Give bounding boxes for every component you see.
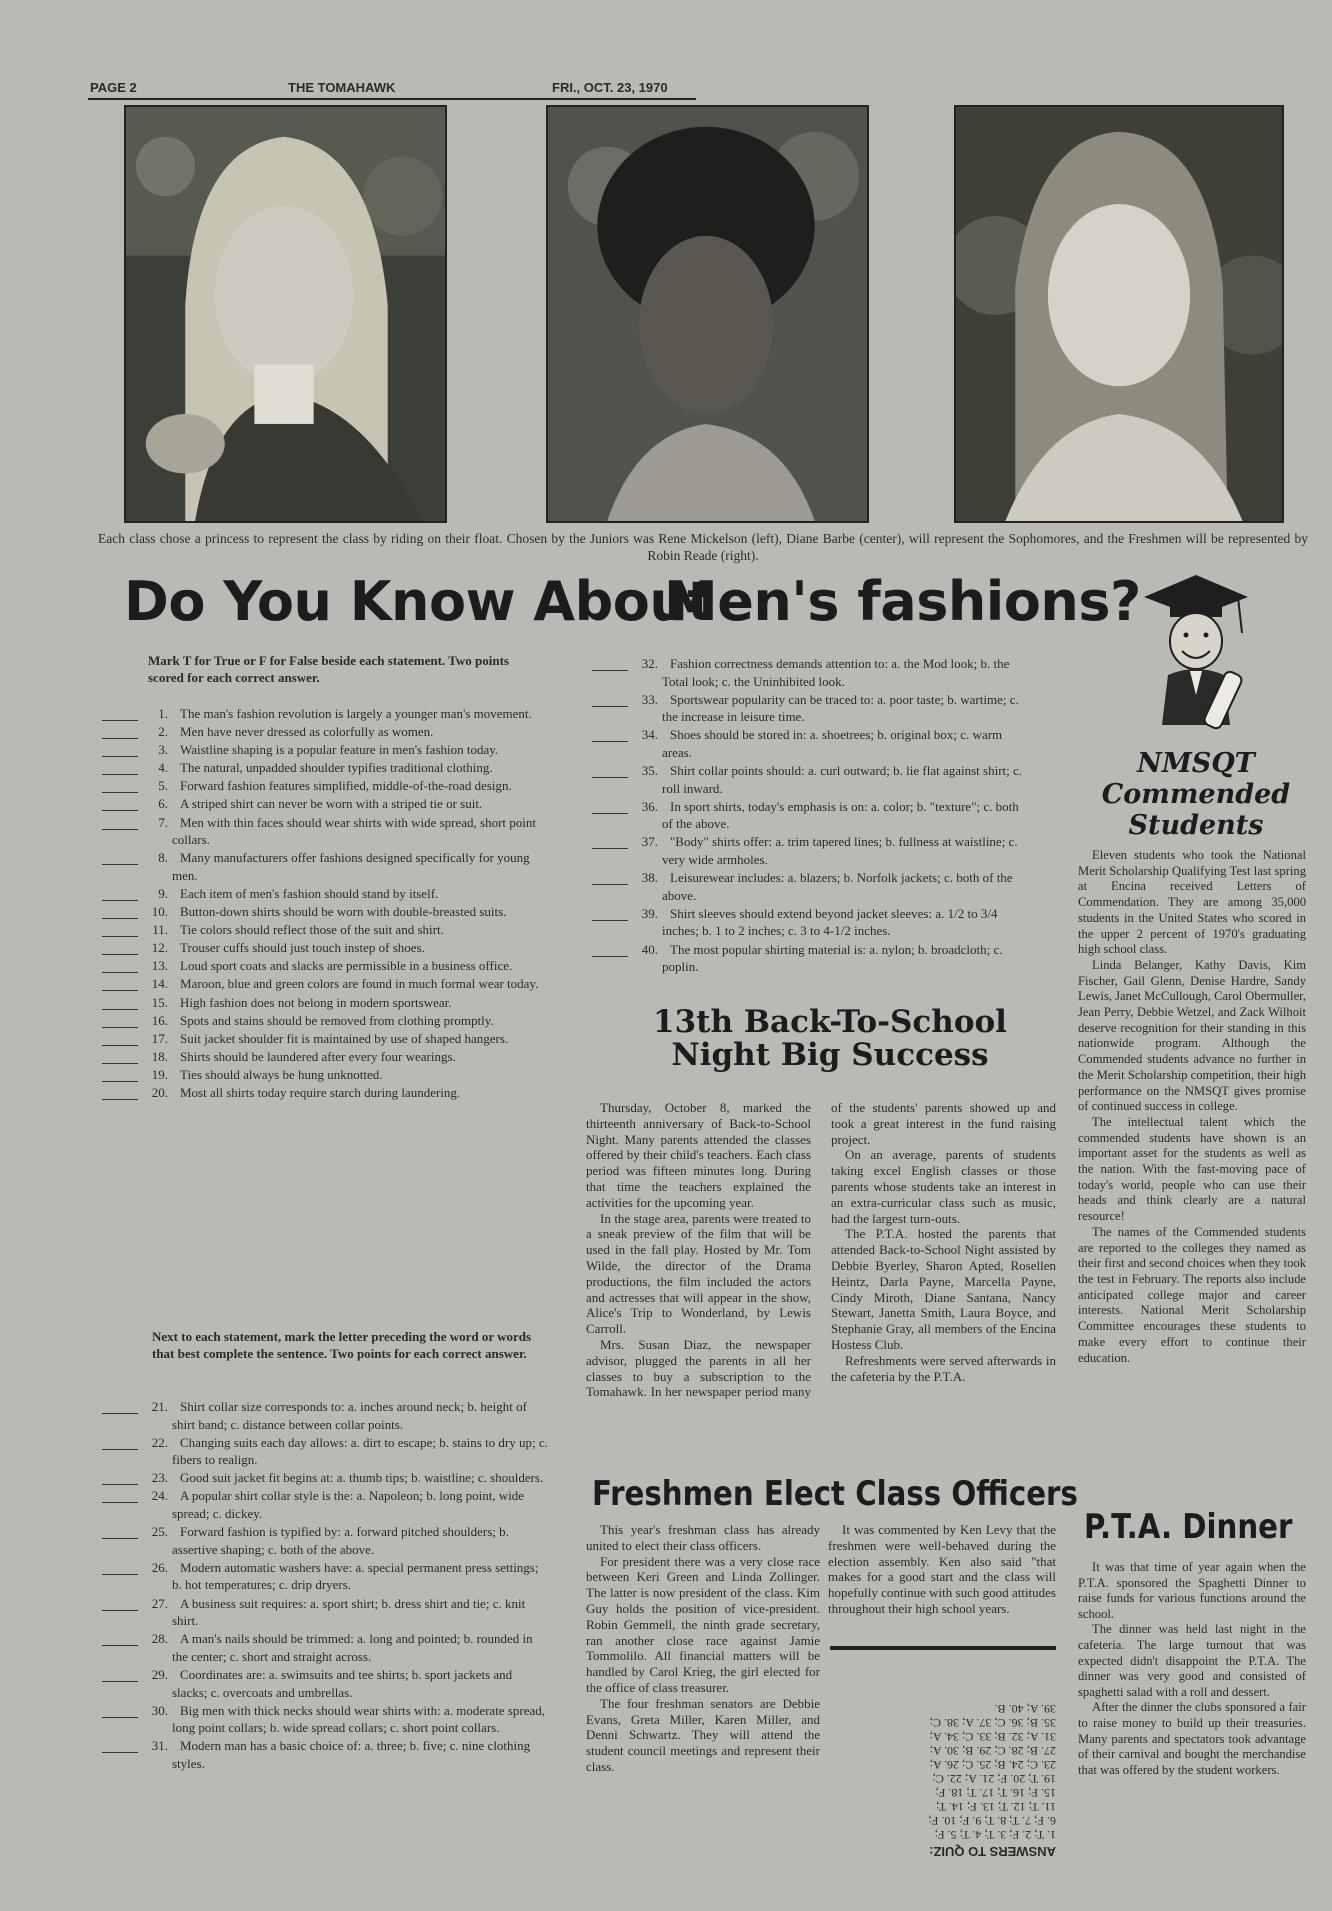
nmsqt-headline-line3: Students [1128, 810, 1264, 841]
quiz-item-number: 19. [151, 1066, 168, 1082]
quiz-item-number: 15. [151, 994, 168, 1010]
photo-rene-mickelson [124, 105, 447, 523]
quiz-item [636, 798, 1032, 833]
quiz-item-text: Shirt collar size corresponds to: a. inches around neck; b. height of shirt band; c. distance between collar points. [172, 1399, 527, 1432]
page-header [88, 78, 696, 100]
quiz-item-number: 8. [158, 850, 168, 866]
quiz-item [636, 655, 1032, 690]
newspaper-name: THE TOMAHAWK [288, 80, 396, 95]
quiz-item-number: 35. [641, 763, 658, 779]
quiz-item-text: Spots and stains should be removed from clothing promptly. [180, 1012, 494, 1028]
quiz-item-text: A popular shirt collar style is the: a. Napoleon; b. long point, wide spread; c. dickey. [172, 1488, 525, 1522]
answer-row: 19. T; 20. F; 21. A; 22. C; [932, 1772, 1056, 1786]
quiz-item-text: Shirts should be laundered after every four wearings. [180, 1048, 456, 1064]
quiz-item-text: Modern automatic washers have: a. special permanent press settings; b. hot temperatures; c. drip dryers. [172, 1559, 539, 1593]
quiz-item [146, 1737, 548, 1772]
quiz-item [146, 1030, 548, 1048]
quiz-item [146, 1434, 548, 1469]
quiz-item [146, 1523, 548, 1558]
quiz-item [146, 814, 548, 849]
quiz-item-number: 40. [641, 941, 658, 957]
quiz-item-number: 33. [641, 691, 658, 707]
answer-row: 1. T; 2. F; 3. T; 4. T; 5. F; [934, 1828, 1056, 1842]
quiz-item-number: 29. [151, 1666, 168, 1682]
quiz-item [146, 957, 548, 975]
quiz-item [146, 1048, 548, 1066]
quiz-item-text: Suit jacket shoulder fit is maintained by use of shaped hangers. [180, 1030, 509, 1046]
answer-row: 27. B; 28. C; 29. B; 30. A; [929, 1744, 1056, 1758]
quiz-item-number: 28. [151, 1631, 168, 1647]
quiz-item [636, 941, 1032, 976]
nmsqt-headline-line2: Commended [1101, 779, 1291, 810]
back-to-school-headline-line1: 13th Back-To-School [653, 1004, 1007, 1040]
quiz-item-text: Ties should always be hung unknotted. [180, 1066, 383, 1082]
quiz-item [146, 975, 548, 993]
back-to-school-headline [600, 1006, 1060, 1071]
quiz-item-number: 24. [151, 1488, 168, 1504]
paragraph: The intellectual talent which the commended students have shown is an important asset for the students as well as the nation. With the fast-moving pace of today's world, people who can use their heads and think clearly are a natural resource! [1078, 1114, 1306, 1224]
nmsqt-article [1078, 848, 1306, 1366]
quiz-item-text: Button-down shirts should be worn with double-breasted suits. [180, 904, 507, 920]
quiz-item [636, 869, 1032, 904]
quiz-item-number: 37. [641, 834, 658, 850]
quiz-item-number: 21. [151, 1399, 168, 1414]
quiz-item-number: 6. [158, 796, 168, 812]
quiz-item [146, 921, 548, 939]
quiz-item-text: A business suit requires: a. sport shirt; b. dress shirt and tie; c. knit shirt. [172, 1595, 526, 1629]
photo-caption: Each class chose a princess to represent the class by riding on their float. Chosen by the Juniors was Rene Mickelson (left), Diane Barbe (center), will represent the Sophomores, and the Freshmen will be represented by Robin Reade (right). [98, 531, 1308, 563]
paragraph: The names of the Commended students are reported to the colleges they named as their first and second choices when they took the test in February. The reports also include anticipated college major and career interests. National Merit Scholarship Committee encourages these students to make every effort to continue their education. [1078, 1224, 1306, 1365]
answer-row: 23. C; 24. B; 25. C; 26. A; [929, 1758, 1056, 1772]
nmsqt-headline-line1: NMSQT [1137, 748, 1255, 779]
quiz-item-text: High fashion does not belong in modern sportswear. [180, 994, 452, 1010]
quiz-item-text: The most popular shirting material is: a. nylon; b. broadcloth; c. poplin. [662, 941, 1003, 975]
quiz-item-number: 36. [641, 798, 658, 814]
quiz-item-number: 18. [151, 1048, 168, 1064]
quiz-item [146, 705, 548, 723]
quiz-item [146, 777, 548, 795]
paragraph: In the stage area, parents were treated to a sneak preview of the film that will be used in the fall play. Hosted by Mr. Tom Wilde, the director of the Drama productions, the film included the actors and actresses that will appear in the show, Alice's Trip to Wonderland, by Lewis Carroll. [586, 1210, 811, 1337]
quiz-item-number: 3. [158, 742, 168, 758]
quiz-item-text: Coordinates are: a. swimsuits and tee shirts; b. sport jackets and slacks; c. overcoats and umbrellas. [172, 1666, 513, 1700]
quiz-item [636, 726, 1032, 761]
quiz-item [146, 1559, 548, 1594]
paragraph: The four freshman senators are Debbie Evans, Greta Miller, Karen Miller, and Denni Schwartz. They will attend the student council meetings and represent their class. [586, 1695, 820, 1774]
quiz-item [146, 1487, 548, 1522]
quiz-item-text: Good suit jacket fit begins at: a. thumb tips; b. waistline; c. shoulders. [180, 1470, 544, 1486]
quiz-item-text: Shirt sleeves should extend beyond jacket sleeves: a. 1/2 to 3/4 inches; b. 1 to 2 inches; c. 3 to 4-1/2 inches. [662, 905, 998, 939]
answer-row: 15. F; 16. T; 17. T; 18. F; [935, 1786, 1056, 1800]
quiz-instructions-mc: Next to each statement, mark the letter preceding the word or words that best complete the sentence. Two points for each correct answer. [152, 1329, 532, 1361]
quiz-item [146, 1398, 548, 1433]
quiz-item-text: "Body" shirts offer: a. trim tapered lines; b. fullness at waistline; c. very wide armholes. [662, 834, 1018, 868]
quiz-item [146, 1012, 548, 1030]
quiz-item [636, 905, 1032, 940]
quiz-item-text: Tie colors should reflect those of the suit and shirt. [180, 922, 444, 938]
quiz-item-text: Trouser cuffs should just touch instep of shoes. [180, 940, 425, 956]
graduate-cartoon-icon [1140, 575, 1252, 733]
quiz-item-text: Each item of men's fashion should stand by itself. [180, 885, 439, 901]
issue-date: FRI., OCT. 23, 1970 [552, 80, 668, 95]
paragraph: It was that time of year again when the P.T.A. sponsored the Spaghetti Dinner to raise funds for various functions around the school. [1078, 1560, 1306, 1621]
paragraph: After the dinner the clubs sponsored a fair to raise money to build up their treasuries. Many parents and spectators took advantage of their carnival and bought the merchandise that was offered by the student workers. [1078, 1700, 1306, 1777]
pta-dinner-article [1078, 1560, 1306, 1778]
paragraph: Mrs. Susan Diaz, the newspaper advisor, plugged the parents in all her classes to buy a subscription to the Tomahawk. In her newspaper period many of the students' parents showed up and took a great interest in the fund raising project. [586, 1100, 1056, 1400]
quiz-item [146, 1630, 548, 1665]
quiz-item-text: Loud sport coats and slacks are permissible in a business office. [180, 958, 513, 974]
paragraph: Refreshments were served afterwards in the cafeteria by the P.T.A. [831, 1352, 1056, 1384]
quiz-item-text: A man's nails should be trimmed: a. long and pointed; b. rounded in the center; c. short and straight across. [172, 1631, 533, 1664]
quiz-item-text: Fashion correctness demands attention to: a. the Mod look; b. the Total look; c. the Uninhibited look. [662, 656, 1010, 689]
back-to-school-article [586, 1100, 1056, 1475]
paragraph: For president there was a very close race between Keri Green and Linda Zollinger. The latter is now president of the class. Kim Guy holds the position of vice-president. Robin Gemmell, the ninth grade secretary, ran another close race against Jamie Tommolilo. All financial matters will be handled by Carol Krieg, the girl elected for the office of class treasurer. [586, 1553, 820, 1695]
quiz-item-number: 1. [158, 706, 168, 721]
quiz-item-number: 11. [152, 922, 168, 938]
quiz-item [146, 1469, 548, 1487]
quiz-item [636, 762, 1032, 797]
quiz-item [146, 903, 548, 921]
quiz-item-number: 12. [151, 940, 168, 956]
quiz-item-number: 9. [158, 885, 168, 901]
quiz-item-number: 32. [641, 656, 658, 671]
quiz-item-text: The man's fashion revolution is largely a younger man's movement. [180, 706, 532, 721]
quiz-item-number: 27. [151, 1595, 168, 1611]
quiz-title-right: Men's fashions? [664, 570, 1141, 633]
freshmen-headline: Freshmen Elect Class Officers [592, 1474, 1078, 1514]
quiz-item-text: Men with thin faces should wear shirts with wide spread, short point collars. [172, 814, 536, 848]
quiz-item [636, 691, 1032, 726]
quiz-item [146, 759, 548, 777]
quiz-item [636, 833, 1032, 868]
quiz-item-text: Waistline shaping is a popular feature in men's fashion today. [180, 742, 499, 758]
quiz-item-number: 16. [151, 1012, 168, 1028]
page-number: PAGE 2 [90, 80, 137, 95]
quiz-item [146, 1595, 548, 1630]
photo-robin-reade [954, 105, 1284, 523]
nmsqt-headline [1090, 748, 1302, 841]
quiz-item-number: 7. [158, 814, 168, 830]
quiz-multiple-choice-list-continued [636, 655, 1032, 976]
quiz-item-number: 13. [151, 958, 168, 974]
answer-row: 6. F; 7. T; 8. T; 9. F; 10. F; [928, 1814, 1056, 1828]
quiz-item-text: Changing suits each day allows: a. dirt to escape; b. stains to dry up; c. fibers to realign. [172, 1434, 548, 1468]
quiz-item [146, 1702, 548, 1737]
quiz-multiple-choice-list [146, 1398, 548, 1773]
quiz-item-number: 14. [151, 976, 168, 992]
quiz-item-text: A striped shirt can never be worn with a striped tie or suit. [180, 796, 483, 812]
quiz-item [146, 795, 548, 813]
answer-row: 35. B; 36. C; 37. A; 38. C; [929, 1716, 1056, 1730]
quiz-item-number: 39. [641, 905, 658, 921]
pta-dinner-headline: P.T.A. Dinner [1084, 1507, 1293, 1547]
paragraph: On an average, parents of students taking excel English classes or those parents whose students take an interest in an extra-curricular class such as music, had the largest turn-outs. [831, 1147, 1056, 1226]
paragraph: The dinner was held last night in the cafeteria. The large turnout that was expected didn't disappoint the P.T.A. The dinner was very good and consisted of spaghetti salad with a roll and dessert. [1078, 1622, 1306, 1699]
quiz-item-number: 26. [151, 1559, 168, 1575]
quiz-title-left: Do You Know About [124, 570, 713, 633]
quiz-item-number: 34. [641, 727, 658, 743]
quiz-item-number: 30. [151, 1702, 168, 1718]
quiz-answers [830, 1668, 1056, 1858]
quiz-item-text: Leisurewear includes: a. blazers; b. Norfolk jackets; c. both of the above. [662, 870, 1013, 903]
paragraph: This year's freshman class has already united to elect their class officers. [586, 1522, 820, 1553]
quiz-item-number: 2. [158, 724, 168, 740]
quiz-item-text: Men have never dressed as colorfully as women. [180, 724, 434, 740]
quiz-item-text: Forward fashion is typified by: a. forward pitched shoulders; b. assertive shaping; c. both of the above. [172, 1524, 509, 1557]
quiz-item-text: Shirt collar points should: a. curl outward; b. lie flat against shirt; c. roll inward. [662, 763, 1023, 796]
quiz-item-text: Sportswear popularity can be traced to: a. poor taste; b. wartime; c. the increase in leisure time. [662, 691, 1019, 725]
paragraph: It was commented by Ken Levy that the freshmen were well-behaved during the election assembly. Ken also said "that makes for a good start and the class will hopefully continue with such good attitudes throughout their high school years. [828, 1522, 1056, 1616]
quiz-item-number: 23. [151, 1470, 168, 1486]
quiz-item-text: Big men with thick necks should wear shirts with: a. moderate spread, long point collars; b. wide spread collars; c. short point collars. [172, 1702, 546, 1736]
answer-row: 11. T; 12. T; 13. F; 14. T; [936, 1800, 1056, 1814]
quiz-item-number: 38. [641, 870, 658, 886]
quiz-item-text: Modern man has a basic choice of: a. three; b. five; c. nine clothing styles. [172, 1738, 531, 1771]
quiz-item-number: 17. [151, 1030, 168, 1046]
quiz-item [146, 723, 548, 741]
quiz-item-text: Shoes should be stored in: a. shoetrees; b. original box; c. warm areas. [662, 727, 1003, 760]
quiz-item-number: 25. [151, 1524, 168, 1540]
quiz-instructions-tf: Mark T for True or F for False beside each statement. Two points scored for each correct answer. [148, 653, 509, 685]
quiz-item-number: 10. [151, 904, 168, 920]
paragraph: Thursday, October 8, marked the thirteenth anniversary of Back-to-School Night. Many parents attended the classes offered by their child's teachers. Each class period was fifteen minutes long. During that time the teachers explained the activities for the upcoming year. [586, 1100, 811, 1210]
quiz-item-text: In sport shirts, today's emphasis is on: a. color; b. "texture"; c. both of the above. [662, 798, 1019, 832]
quiz-item-text: The natural, unpadded shoulder typifies traditional clothing. [180, 760, 493, 776]
quiz-item-number: 20. [151, 1084, 168, 1100]
quiz-item [146, 885, 548, 903]
quiz-item [146, 1084, 548, 1102]
paragraph: Eleven students who took the National Merit Scholarship Qualifying Test last spring at Encina received Letters of Commendation. They are among 35,000 students in the United States who scored in the upper 2 percent of 1970's graduating high school class. [1078, 848, 1306, 957]
divider [830, 1646, 1056, 1650]
quiz-item-number: 4. [158, 760, 168, 776]
quiz-item [146, 1066, 548, 1084]
quiz-item [146, 994, 548, 1012]
paragraph: The P.T.A. hosted the parents that attended Back-to-School Night assisted by Debbie Byerley, Sharon Apted, Rosellen Heintz, Darla Payne, Marcella Payne, Cindy Miroth, Diane Santana, Nancy Stewart, Janetta Smith, Laura Boyce, and Stephanie Gray, all members of the Encina Hostess Club. [831, 1226, 1056, 1352]
back-to-school-headline-line2: Night Big Success [671, 1036, 989, 1073]
quiz-item-number: 5. [158, 778, 168, 794]
quiz-item [146, 849, 548, 884]
quiz-item-number: 22. [151, 1434, 168, 1450]
quiz-item-number: 31. [151, 1738, 168, 1754]
answers-title: ANSWERS TO QUIZ: [929, 1844, 1056, 1859]
quiz-true-false-list [146, 705, 548, 1102]
quiz-item [146, 1666, 548, 1701]
quiz-item-text: Forward fashion features simplified, middle-of-the-road design. [180, 778, 512, 794]
quiz-item-text: Most all shirts today require starch during laundering. [180, 1084, 461, 1100]
answer-row: 39. A; 40. B. [994, 1702, 1056, 1716]
quiz-item [146, 741, 548, 759]
paragraph: Linda Belanger, Kathy Davis, Kim Fischer, Gail Glenn, Denise Hardre, Sandy Lewis, Janet McCullough, Carol Obermuller, Jean Perry, Debbie Wetzel, and Zack Wilhoit deserve recognition for their standing in this nationwide program. Although the Commended students advance no further in the Merit Scholarship competition, their high performance on the NMSQT gives promise of continued success in college. [1078, 957, 1306, 1114]
freshmen-article-col2 [828, 1522, 1056, 1640]
freshmen-article-col1 [586, 1522, 820, 1862]
photo-diane-barbe [546, 105, 869, 523]
answer-row: 31. A; 32. B; 33. C; 34. A; [929, 1730, 1056, 1744]
quiz-item-text: Many manufacturers offer fashions designed specifically for young men. [172, 850, 530, 883]
quiz-item-text: Maroon, blue and green colors are found in much formal wear today. [180, 976, 539, 992]
quiz-item [146, 939, 548, 957]
